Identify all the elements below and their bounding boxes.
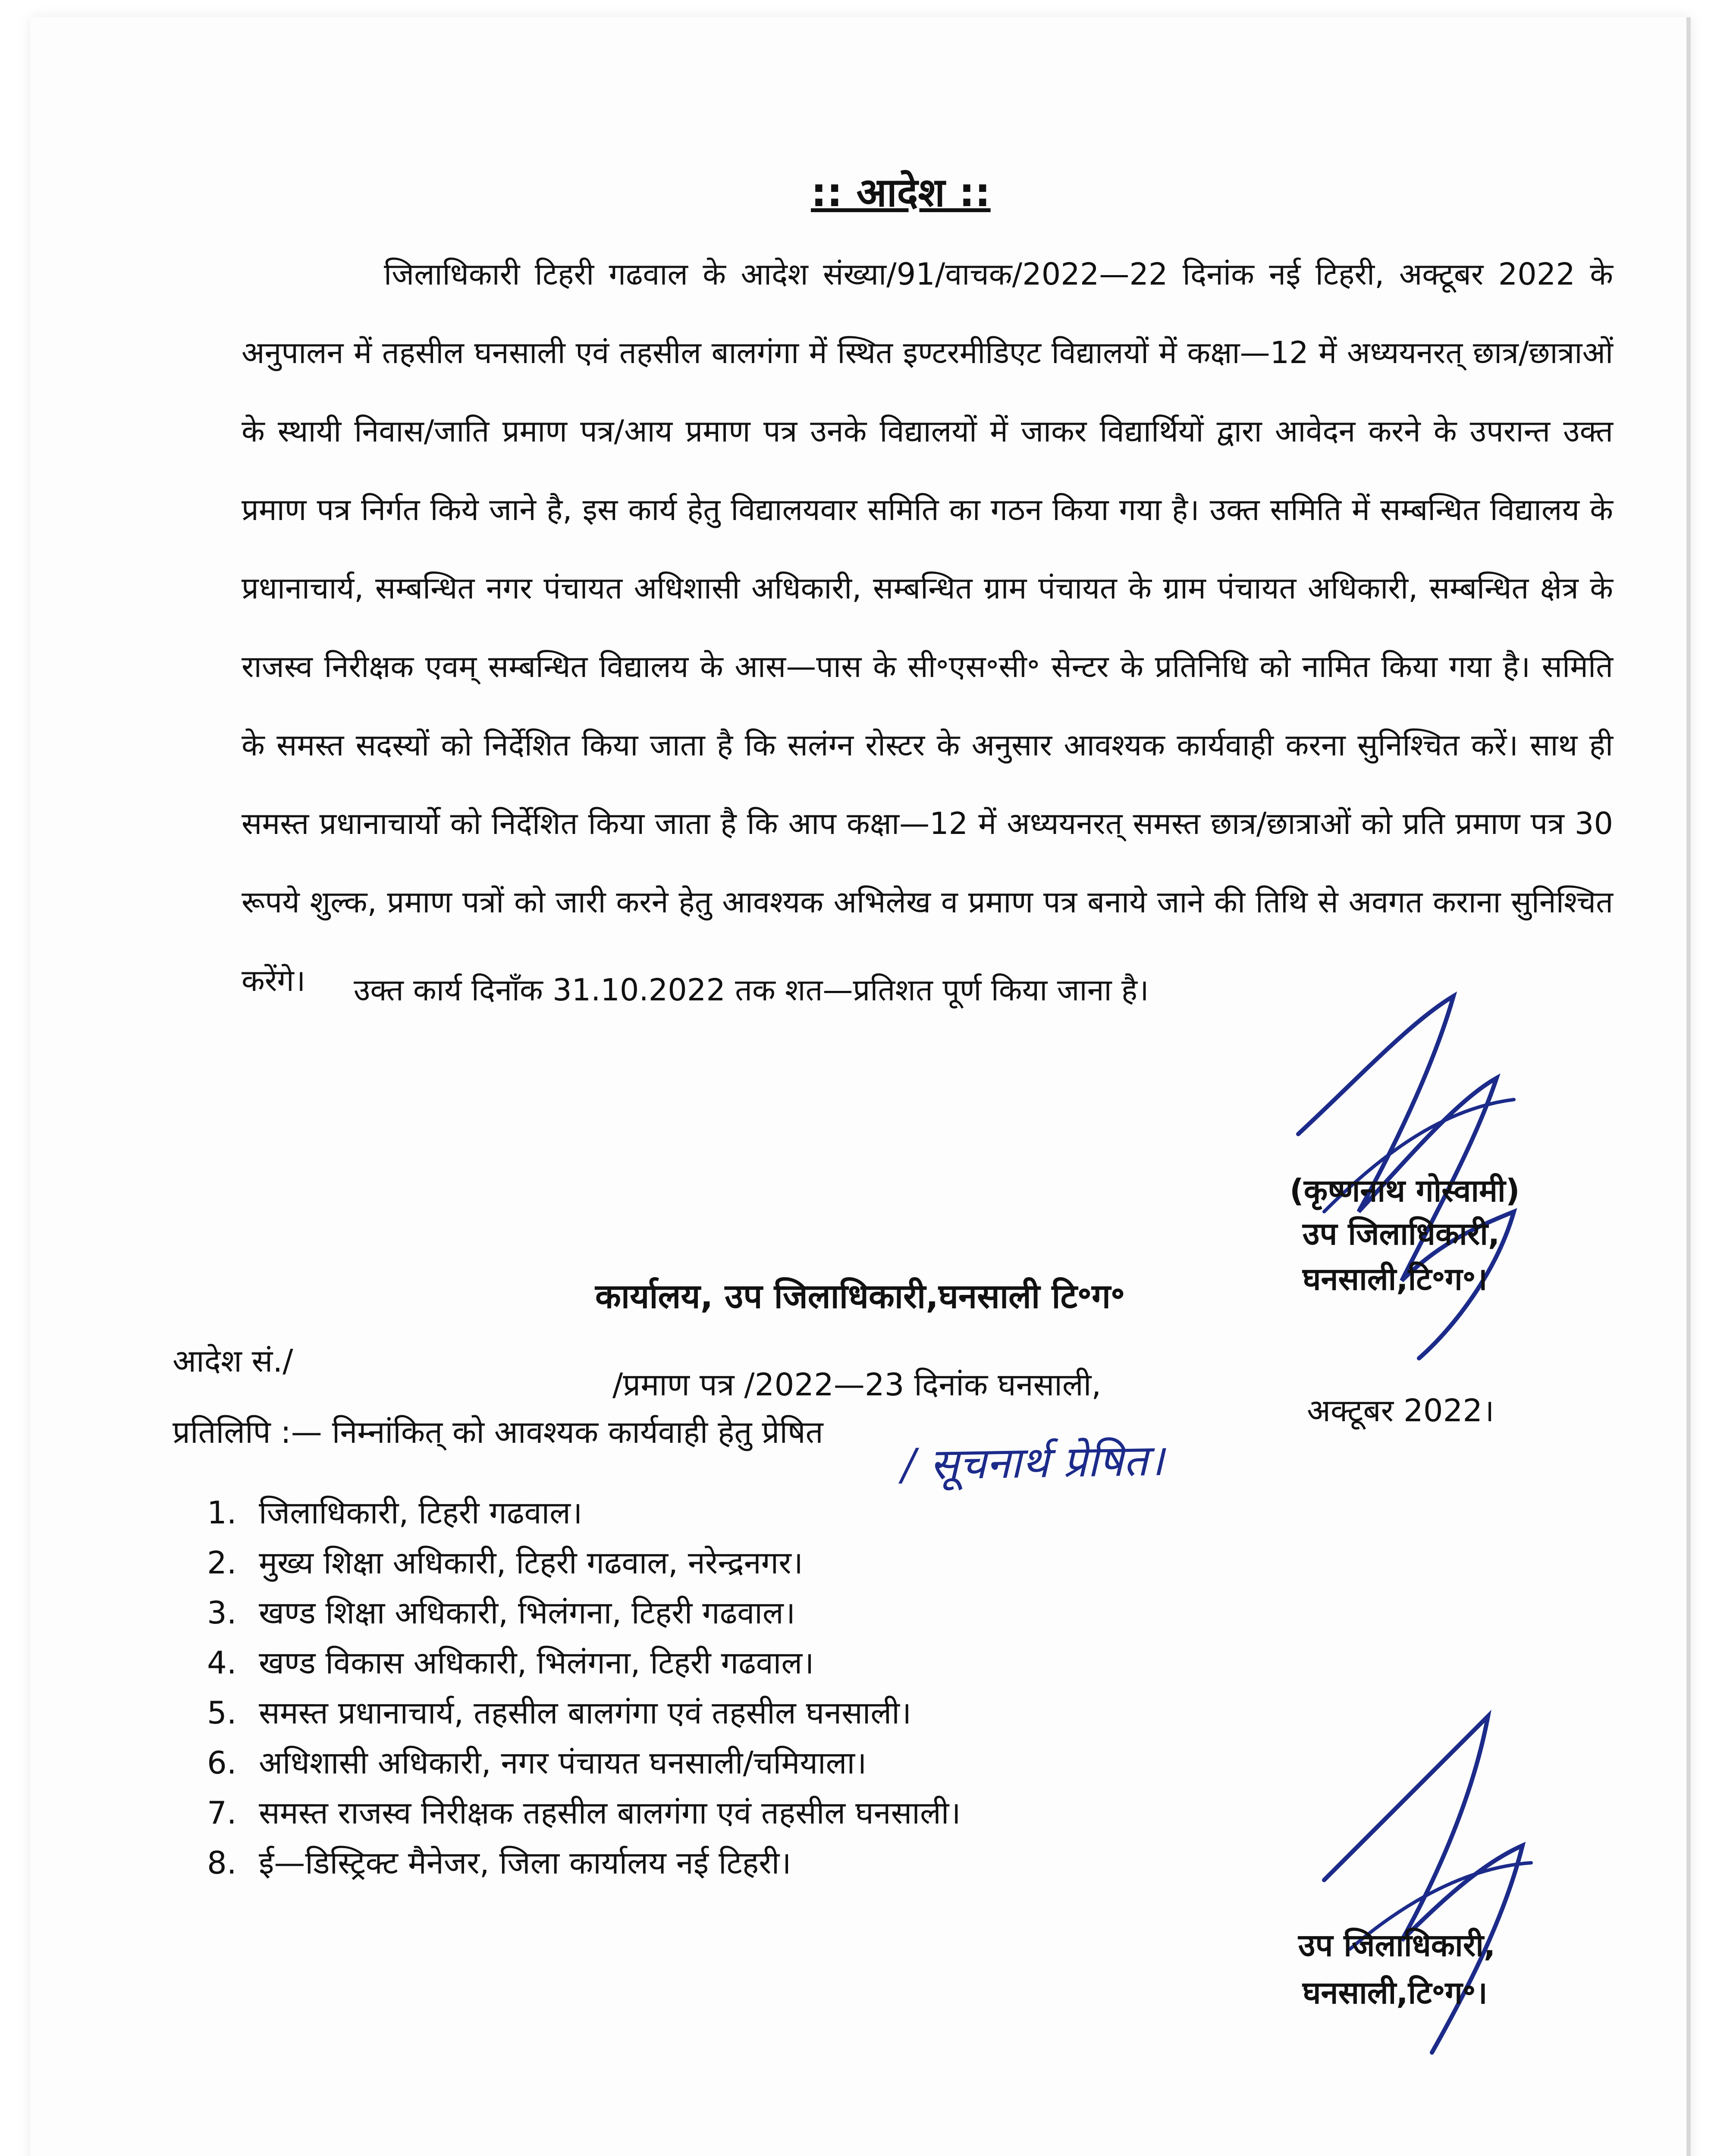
- recipients-list: [207, 1488, 961, 1888]
- list-item: 4. खण्ड विकास अधिकारी, भिलंगना, टिहरी गढवाल।: [207, 1645, 814, 1681]
- document-title: :: आदेश ::: [811, 169, 991, 216]
- handwritten-note: / सूचनार्थ प्रेषित।: [901, 1435, 1165, 1490]
- list-item: 5. समस्त प्रधानाचार्य, तहसील बालगंगा एवं तहसील घनसाली।: [207, 1695, 912, 1731]
- list-item: 2. मुख्य शिक्षा अधिकारी, टिहरी गढवाल, नरेन्द्रनगर।: [207, 1545, 803, 1581]
- footer-signatory-place: घनसाली,टि॰ग॰।: [1303, 1974, 1488, 2011]
- body-paragraph: जिलाधिकारी टिहरी गढवाल के आदेश संख्या/91/वाचक/2022—22 दिनांक नई टिहरी, अक्टूबर 2022 के अनुपालन में तहसील घनसाली एवं तहसील बालगंगा में स्थित इण्टरमीडिएट विद्यालयों में कक्षा—12 में अध्ययनरत् छात्र/छात्राओं के स्थायी निवास/जाति प्रमाण पत्र/आय प्रमाण पत्र उनके विद्यालयों में जाकर विद्यार्थियों द्वारा आवेदन करने के उपरान्त उक्त प्रमाण पत्र निर्गत किये जाने है, इस कार्य हेतु विद्यालयवार समिति का गठन किया गया है। उक्त समिति में सम्बन्धित विद्यालय के प्रधानाचार्य, सम्बन्धित नगर पंचायत अधिशासी अधिकारी, सम्बन्धित ग्राम पंचायत के ग्राम पंचायत अधिकारी, सम्बन्धित क्षेत्र के राजस्व निरीक्षक एवम् सम्बन्धित विद्यालय के आस—पास के सी॰एस॰सी॰ सेन्टर के प्रतिनिधि को नामित किया गया है। समिति के समस्त सदस्यों को निर्देशित किया जाता है कि सलंग्न रोस्टर के अनुसार आवश्यक कार्यवाही करना सुनिश्चित करें। साथ ही समस्त प्रधानाचार्यो को निर्देशित किया जाता है कि आप कक्षा—12 में अध्ययनरत् समस्त छात्र/छात्राओं को प्रति प्रमाण पत्र 30 रूपये शुल्क, प्रमाण पत्रों को जारी करने हेतु आवश्यक अभिलेख व प्रमाण पत्र बनाये जाने की तिथि से अवगत कराना सुनिश्चित करेंगे।: [242, 257, 1613, 998]
- order-body: [242, 235, 1613, 1020]
- list-item: 6. अधिशासी अधिकारी, नगर पंचायत घनसाली/चमियाला।: [207, 1745, 867, 1781]
- order-number-label: आदेश सं./: [173, 1343, 293, 1379]
- order-date: अक्टूबर 2022।: [1307, 1392, 1494, 1429]
- signatory-designation: उप जिलाधिकारी,: [1303, 1216, 1500, 1252]
- footer-signatory-designation: उप जिलाधिकारी,: [1298, 1927, 1496, 1963]
- list-item: 7. समस्त राजस्व निरीक्षक तहसील बालगंगा एवं तहसील घनसाली।: [207, 1795, 961, 1831]
- signatory-place: घनसाली,टि॰ग॰।: [1303, 1261, 1488, 1297]
- list-item: 8. ई—डिस्ट्रिक्ट मैनेजर, जिला कार्यालय नई टिहरी।: [207, 1845, 791, 1881]
- office-header: कार्यालय, उप जिलाधिकारी,घनसाली टि॰ग॰: [595, 1277, 1125, 1316]
- copy-to-line: प्रतिलिपि :— निम्नांकित् को आवश्यक कार्यवाही हेतु प्रेषित: [173, 1414, 823, 1450]
- list-item: 3. खण्ड शिक्षा अधिकारी, भिलंगना, टिहरी गढवाल।: [207, 1595, 796, 1631]
- list-item: 1. जिलाधिकारी, टिहरी गढवाल।: [207, 1495, 583, 1531]
- deadline-paragraph: उक्त कार्य दिनाँक 31.10.2022 तक शत—प्रतिशत पूर्ण किया जाना है।: [354, 972, 1149, 1008]
- order-reference: /प्रमाण पत्र /2022—23 दिनांक घनसाली,: [612, 1366, 1102, 1403]
- signatory-name: (कृष्णनाथ गोस्वामी): [1290, 1172, 1520, 1209]
